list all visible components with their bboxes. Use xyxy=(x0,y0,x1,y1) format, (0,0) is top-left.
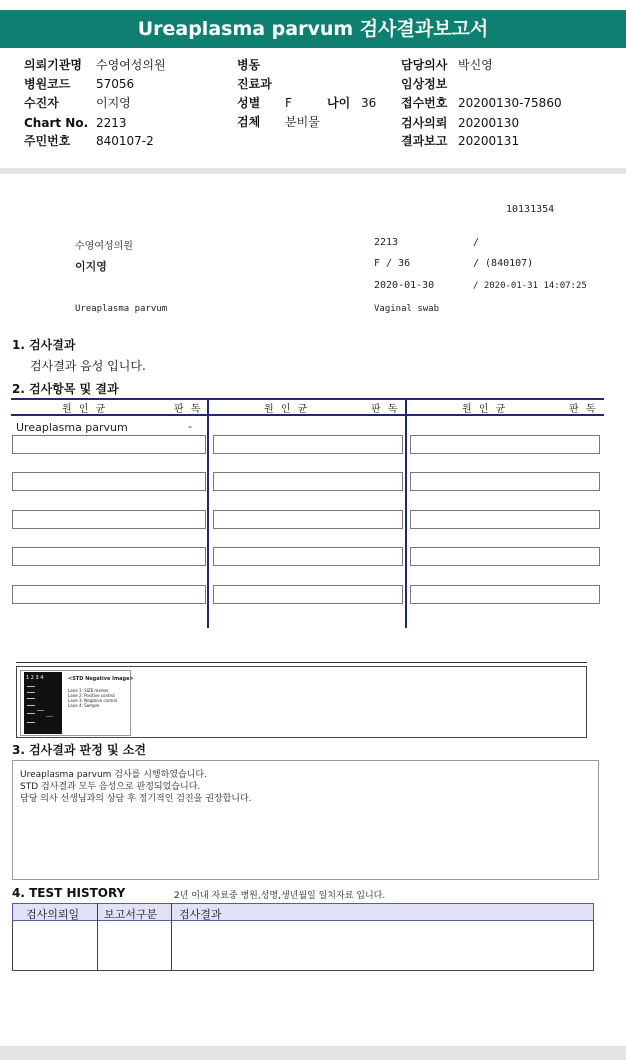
section4-heading: 4. TEST HISTORY xyxy=(12,886,126,900)
result-label: 결과보고 xyxy=(401,134,448,148)
history-note: 2년 이내 자료중 병원,성명,생년월일 일치자료 입니다. xyxy=(174,891,386,901)
specimen-label: 검체 xyxy=(237,115,261,129)
dept-row xyxy=(237,75,285,94)
gel-electrophoresis-image xyxy=(24,672,62,734)
col3-judge-header: 판 독 xyxy=(569,404,598,415)
receipt-label: 접수번호 xyxy=(401,96,448,110)
result-slot xyxy=(410,510,600,529)
history-col-request-date: 검사의뢰일 xyxy=(26,908,80,921)
institution-label: 의뢰기관명 xyxy=(24,58,82,72)
result-row1-name: Ureaplasma parvum xyxy=(16,421,128,434)
result-slot xyxy=(213,435,403,454)
opinion-line-2: STD 검사결과 모두 음성으로 판정되었습니다. xyxy=(20,782,201,792)
result-slot xyxy=(410,435,600,454)
result-slot xyxy=(410,585,600,604)
col1-pathogen-header: 원 인 균 xyxy=(62,404,108,415)
gel-legend-1: Lane 1: SIZE marker xyxy=(68,688,109,693)
image-top-rule xyxy=(16,662,587,663)
section2-heading: 2. 검사항목 및 결과 xyxy=(12,382,119,396)
doctor-value: 박신영 xyxy=(458,58,493,72)
history-col-divider-2 xyxy=(171,903,172,971)
gel-lane-numbers: 1 2 3 4 xyxy=(26,675,44,681)
col1-judge-header: 판 독 xyxy=(174,404,203,415)
institution-row xyxy=(24,56,166,75)
id-row xyxy=(24,132,154,151)
history-col-report-type: 보고서구분 xyxy=(104,908,158,921)
chart-row xyxy=(24,114,127,133)
result-row xyxy=(401,132,519,151)
history-col-result: 검사결과 xyxy=(179,908,222,921)
table-col-divider-1 xyxy=(207,398,209,628)
patient-row xyxy=(24,94,131,113)
doctor-label: 담당의사 xyxy=(401,58,448,72)
hospital-code-label: 병원코드 xyxy=(24,77,71,91)
specimen-value: 분비물 xyxy=(285,115,320,129)
detail-sex-age: F / 36 xyxy=(374,258,411,269)
result-slot xyxy=(410,547,600,566)
dept-label: 진료과 xyxy=(237,77,272,91)
receipt-row xyxy=(401,94,562,113)
chart-value: 2213 xyxy=(96,116,127,130)
institution-value: 수영여성의원 xyxy=(96,58,166,72)
result-slot xyxy=(12,472,206,491)
chart-label: Chart No. xyxy=(24,116,89,130)
col2-judge-header: 판 독 xyxy=(371,404,400,415)
detail-patient: 이지영 xyxy=(75,260,107,273)
clinical-row xyxy=(401,75,458,94)
col3-pathogen-header: 원 인 균 xyxy=(462,404,508,415)
result-slot xyxy=(12,435,206,454)
result-slot xyxy=(213,472,403,491)
specimen-row xyxy=(237,113,320,132)
patient-label: 수진자 xyxy=(24,96,59,110)
sex-label: 성별 xyxy=(237,96,261,110)
clinical-label: 임상정보 xyxy=(401,77,448,91)
result-slot xyxy=(12,585,206,604)
ward-row xyxy=(237,56,285,75)
page-footer-strip xyxy=(0,1046,626,1060)
result-row1-value: - xyxy=(188,420,192,433)
result-slot xyxy=(410,472,600,491)
detail-institution: 수영여성의원 xyxy=(75,241,133,252)
report-header xyxy=(0,0,626,168)
report-title: Ureaplasma parvum 검사결과보고서 xyxy=(0,10,626,48)
sex-row xyxy=(237,94,327,113)
doctor-row xyxy=(401,56,493,75)
gel-legend-2: Lane 2: Positive control xyxy=(68,693,115,698)
detail-test-name: Ureaplasma parvum xyxy=(75,304,168,314)
ward-label: 병동 xyxy=(237,58,261,72)
detail-code: 10131354 xyxy=(506,204,555,215)
id-value: 840107-2 xyxy=(96,134,154,148)
request-label: 검사의뢰 xyxy=(401,116,448,130)
receipt-value: 20200130-75860 xyxy=(458,96,562,110)
history-col-divider-1 xyxy=(97,903,98,971)
section1-text: 검사결과 음성 입니다. xyxy=(30,359,146,373)
section3-heading: 3. 검사결과 판정 및 소견 xyxy=(12,743,146,757)
detail-sample: Vaginal swab xyxy=(374,304,440,314)
opinion-line-1: Ureaplasma parvum 검사를 시행하였습니다. xyxy=(20,770,207,780)
request-value: 20200130 xyxy=(458,116,520,130)
detail-birth: / (840107) xyxy=(473,258,534,269)
result-slot xyxy=(12,547,206,566)
result-slot xyxy=(213,510,403,529)
age-row xyxy=(327,94,376,113)
section1-heading: 1. 검사결과 xyxy=(12,338,76,352)
result-slot xyxy=(213,585,403,604)
sex-value: F xyxy=(285,96,292,110)
opinion-line-3: 담당 의사 선생님과의 상담 후 정기적인 검진을 권장합니다. xyxy=(20,794,252,804)
age-label: 나이 xyxy=(327,96,351,110)
hospital-code-value: 57056 xyxy=(96,77,135,91)
patient-value: 이지영 xyxy=(96,96,131,110)
col2-pathogen-header: 원 인 균 xyxy=(264,404,310,415)
request-row xyxy=(401,114,519,133)
gel-title: <STD Negative Image> xyxy=(68,676,134,682)
id-label: 주민번호 xyxy=(24,134,71,148)
age-value: 36 xyxy=(361,96,377,110)
result-slot xyxy=(213,547,403,566)
detail-collect-date: 2020-01-30 xyxy=(374,280,435,291)
gel-legend-4: Lane 4: Sample xyxy=(68,703,100,708)
detail-report-time: / 2020-01-31 14:07:25 xyxy=(473,281,587,291)
table-col-divider-2 xyxy=(405,398,407,628)
hospital-code-row xyxy=(24,75,134,94)
detail-slash: / xyxy=(473,237,480,248)
history-body xyxy=(12,921,594,971)
detail-chart: 2213 xyxy=(374,237,399,248)
result-value: 20200131 xyxy=(458,134,520,148)
gel-legend-3: Lane 3: Negative control xyxy=(68,698,118,703)
result-slot xyxy=(12,510,206,529)
history-header-row xyxy=(12,903,594,921)
